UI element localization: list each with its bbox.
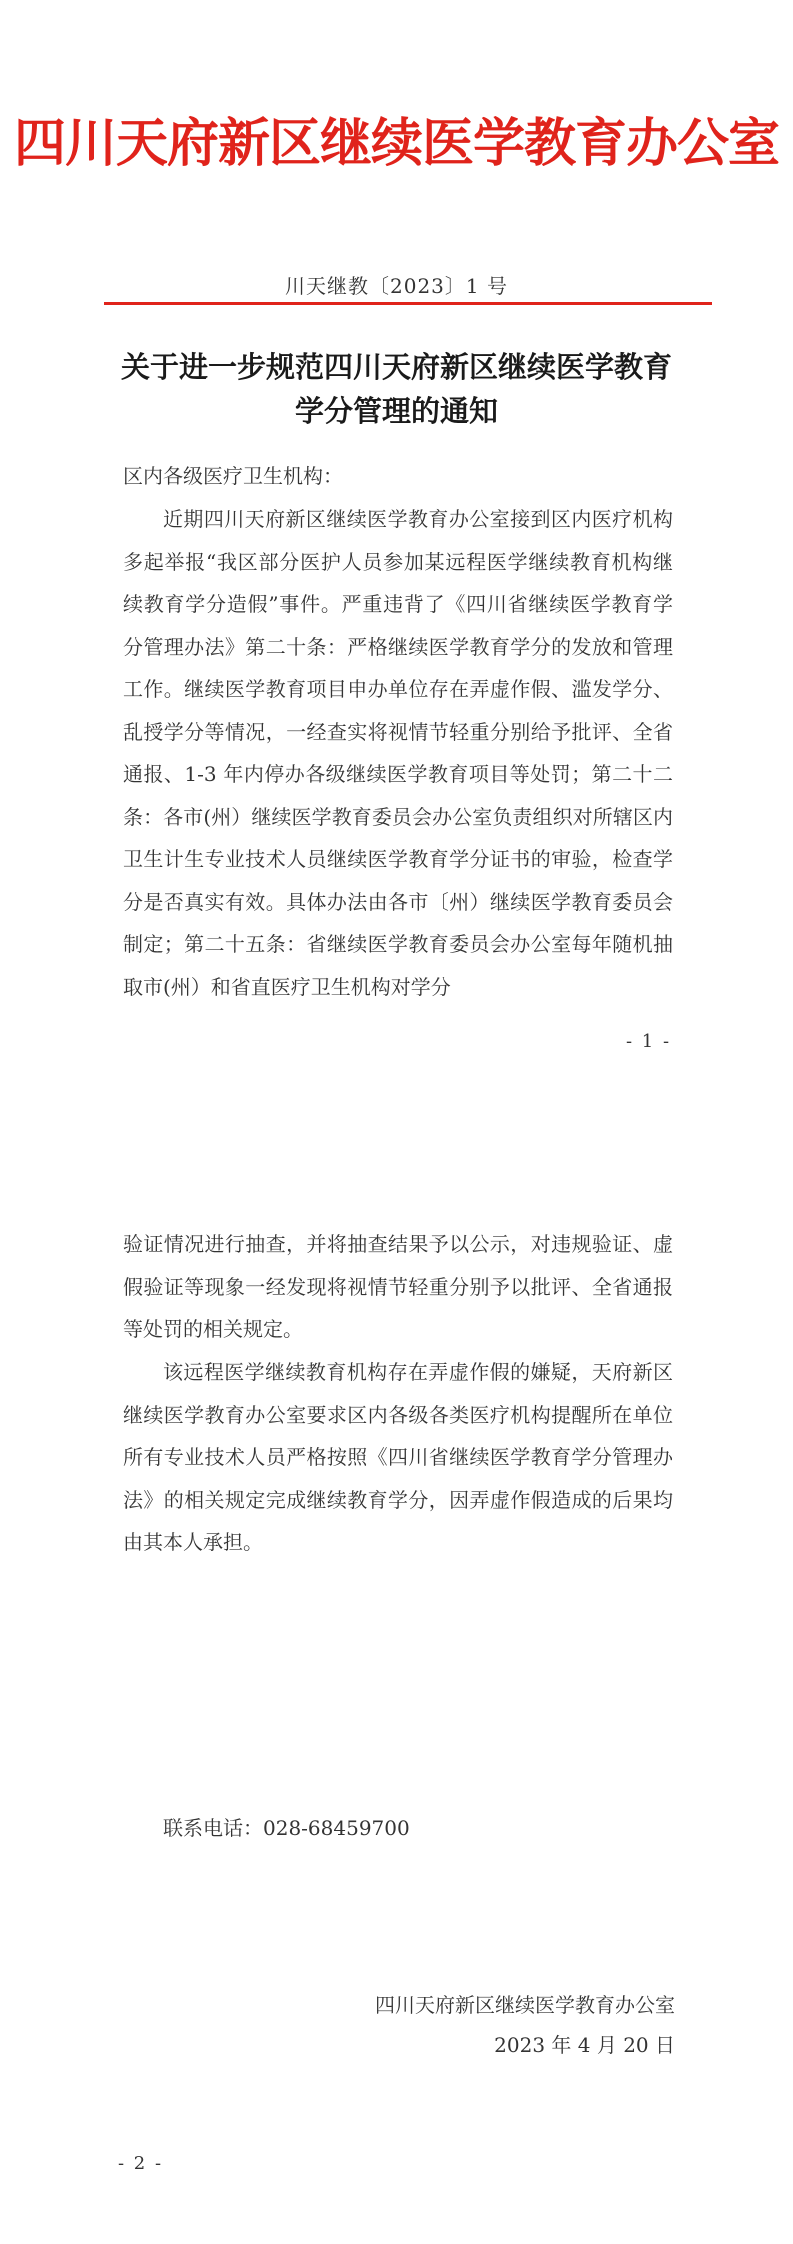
- signature-date: 2023 年 4 月 20 日: [494, 2033, 675, 2057]
- document-title: 关于进一步规范四川天府新区继续医学教育学分管理的通知: [120, 350, 672, 428]
- page-number-2: - 2 -: [118, 2153, 164, 2174]
- document-number: 川天继教〔2023〕1 号: [285, 274, 508, 298]
- signature-block: [355, 1985, 675, 2065]
- contact-phone: 联系电话：028-68459700: [163, 1816, 410, 1840]
- body-paragraph-2: 该远程医学继续教育机构存在弄虚作假的嫌疑，天府新区继续医学教育办公室要求区内各级各类医疗机构提醒所在单位所有专业技术人员严格按照《四川省继续医学教育学分管理办法》的相关规定完成继续教育学分，因弄虚作假造成的后果均由其本人承担。: [123, 1360, 673, 1554]
- page-number-1: - 1 -: [626, 1031, 672, 1052]
- signature-organization: 四川天府新区继续医学教育办公室: [375, 1993, 675, 2017]
- organization-header: 四川天府新区继续医学教育办公室: [13, 113, 779, 174]
- body-paragraph-1-continued: 验证情况进行抽查，并将抽查结果予以公示，对违规验证、虚假验证等现象一经发现将视情节轻重分别予以批评、全省通报等处罚的相关规定。: [123, 1232, 673, 1341]
- red-divider: [104, 302, 712, 305]
- salutation: 区内各级医疗卫生机构：: [123, 464, 343, 488]
- body-paragraph-1: 近期四川天府新区继续医学教育办公室接到区内医疗机构多起举报“我区部分医护人员参加某远程医学继续教育机构继续教育学分造假”事件。严重违背了《四川省继续医学教育学分管理办法》第二十条：严格继续医学教育学分的发放和管理工作。继续医学教育项目申办单位存在弄虚作假、滥发学分、乱授学分等情况，一经查实将视情节轻重分别给予批评、全省通报、1-3 年内停办各级继续医学教育项目等处罚；第二十二条：各市(州）继续医学教育委员会办公室负责组织对所辖区内卫生计生专业技术人员继续医学教育学分证书的审验，检查学分是否真实有效。具体办法由各市〔州）继续医学教育委员会制定；第二十五条：省继续医学教育委员会办公室每年随机抽取市(州）和省直医疗卫生机构对学分: [123, 507, 673, 999]
